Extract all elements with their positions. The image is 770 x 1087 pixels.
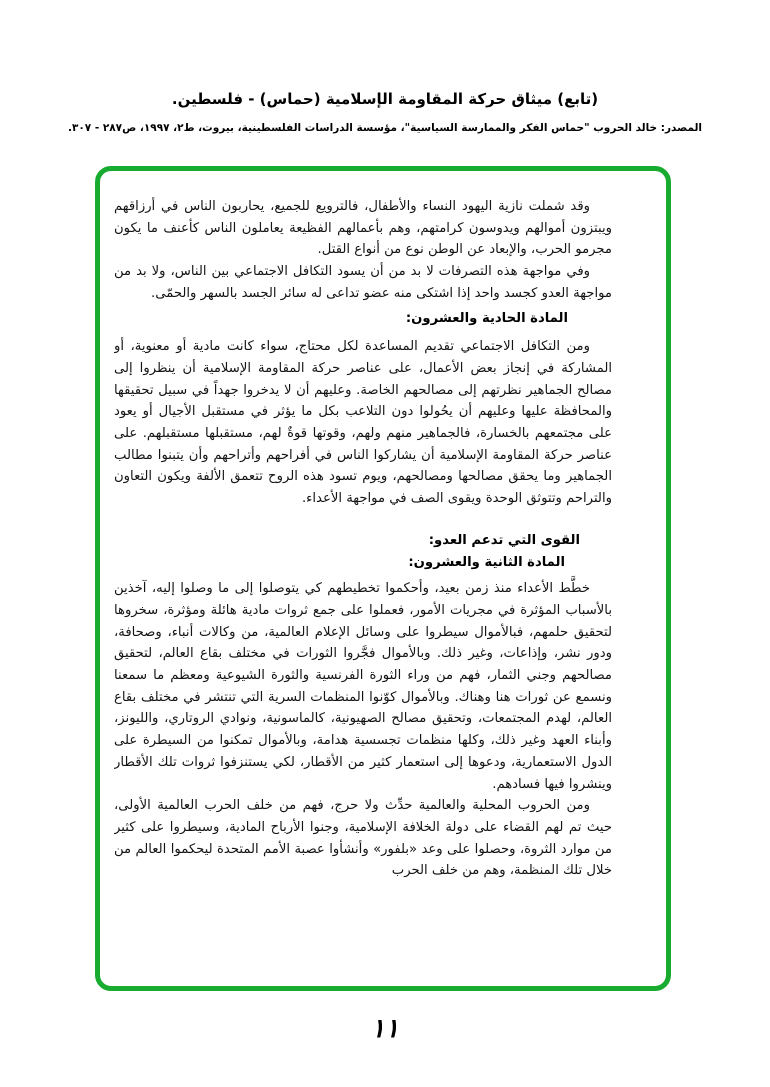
article-22-paragraph-2: ومن الحروب المحلية والعالمية حدِّث ولا حرج، فهم من خلف الحرب العالمية الأولى، حيث تم لهم القضاء على دولة الخلافة الإسلامية، وجنوا الأرباح المادية، وسيطروا على كثير من موارد الثروة، وحصلوا على وعد «بلفور» وأنشأوا عصبة الأمم المتحدة ليحكموا العالم من خلال تلك المنظمة، وهم من خلف الحرب — [114, 798, 612, 879]
document-source-citation: المصدر: خالد الحروب "حماس الفكر والممارسة السياسية"، مؤسسة الدراسات الفلسطينية، بيروت، ط٢، ١٩٩٧، ص٢٨٧ - ٣٠٧. — [67, 122, 703, 134]
article-21-paragraph: ومن التكافل الاجتماعي تقديم المساعدة لكل محتاج، سواء كانت مادية أو معنوية، أو المشاركة في إنجاز بعض الأعمال، على عناصر حركة المقاومة الإسلامية أن ينظروا إلى مصالح الجماهير نظرتهم إلى مصالحهم الخاصة. وعليهم أن لا يدخروا جهداً في سبيل تحقيقها والمحافظة عليها وعليهم أن يحُولوا دون التلاعب بكل ما يؤثر في مستقبل الأجيال أو يعود على مجتمعهم بالخسارة، فالجماهير منهم ولهم، وقوتها قوةٌ لهم، مستقبلها مستقبلهم. على عناصر حركة المقاومة الإسلامية أن يشاركوا الناس في أفراحهم وأتراحهم وأن يتبنوا مطالب الجماهير وما يحقق مصالحها ومصالحهم، ويوم تسود هذه الروح تتعمق الألفة ويكون التعاون والتراحم وتتوثق الوحدة ويقوى الصف في مواجهة الأعداء. — [114, 339, 612, 507]
article-20-paragraph-2: وفي مواجهة هذه التصرفات لا بد من أن يسود التكافل الاجتماعي بين الناس، ولا بد من مواجهة العدو كجسد واحد إذا اشتكى منه عضو تداعى له سائر الجسد بالسهر والحمّى. — [114, 264, 612, 301]
charter-text-block — [114, 196, 612, 968]
article-21-heading: المادة الحادية والعشرون: — [405, 310, 568, 326]
article-20-paragraph-1: وقد شملت نازية اليهود النساء والأطفال، فالترويع للجميع، يحاربون الناس في أرزاقهم ويبتزون أموالهم ويدوسون كرامتهم، وهم بأعمالهم الفظيعة يعاملون الناس كأعنف ما يكون مجرمو الحرب، والإبعاد عن الوطن نوع من أنواع القتل. — [114, 199, 612, 258]
enemy-supporting-forces-heading: القوى التي تدعم العدو: — [428, 532, 580, 548]
article-22-heading: المادة الثانية والعشرون: — [408, 554, 565, 570]
document-title: (تابع) ميثاق حركة المقاومة الإسلامية (حماس) - فلسطين. — [171, 90, 599, 108]
page-number: ١١ — [371, 1014, 399, 1044]
article-22-paragraph-1: خطَّط الأعداء منذ زمن بعيد، وأحكموا تخطيطهم كي يتوصلوا إلى ما وصلوا إليه، آخذين بالأسباب المؤثرة في مجريات الأمور، فعملوا على جمع ثروات مادية هائلة ومؤثرة، سخروها لتحقيق حلمهم، فبالأموال سيطروا على وسائل الإعلام العالمية، من وكالات أنباء، وصحافة، ودور نشر، وإذاعات، وغير ذلك. وبالأموال فجَّروا الثورات في مختلف بقاع العالم، لتحقيق مصالحهم وجني الثمار، فهم من وراء الثورة الفرنسية والثورة الشيوعية ومعظم ما سمعنا ونسمع عن ثورات هنا وهناك. وبالأموال كوّنوا المنظمات السرية التي تنتشر في مختلف بقاع العالم، لهدم المجتمعات، وتحقيق مصالح الصهيونية، كالماسونية، ونوادي الروتاري، والليونز، وأبناء العهد وغير ذلك، وكلها منظمات تجسسية هدامة، وبالأموال تمكنوا من السيطرة على الدول الاستعمارية، ودعوها إلى استعمار كثير من الأقطار، لكي يستنزفوا ثروات تلك الأقطار وينشروا فيها فسادهم. — [114, 581, 612, 792]
